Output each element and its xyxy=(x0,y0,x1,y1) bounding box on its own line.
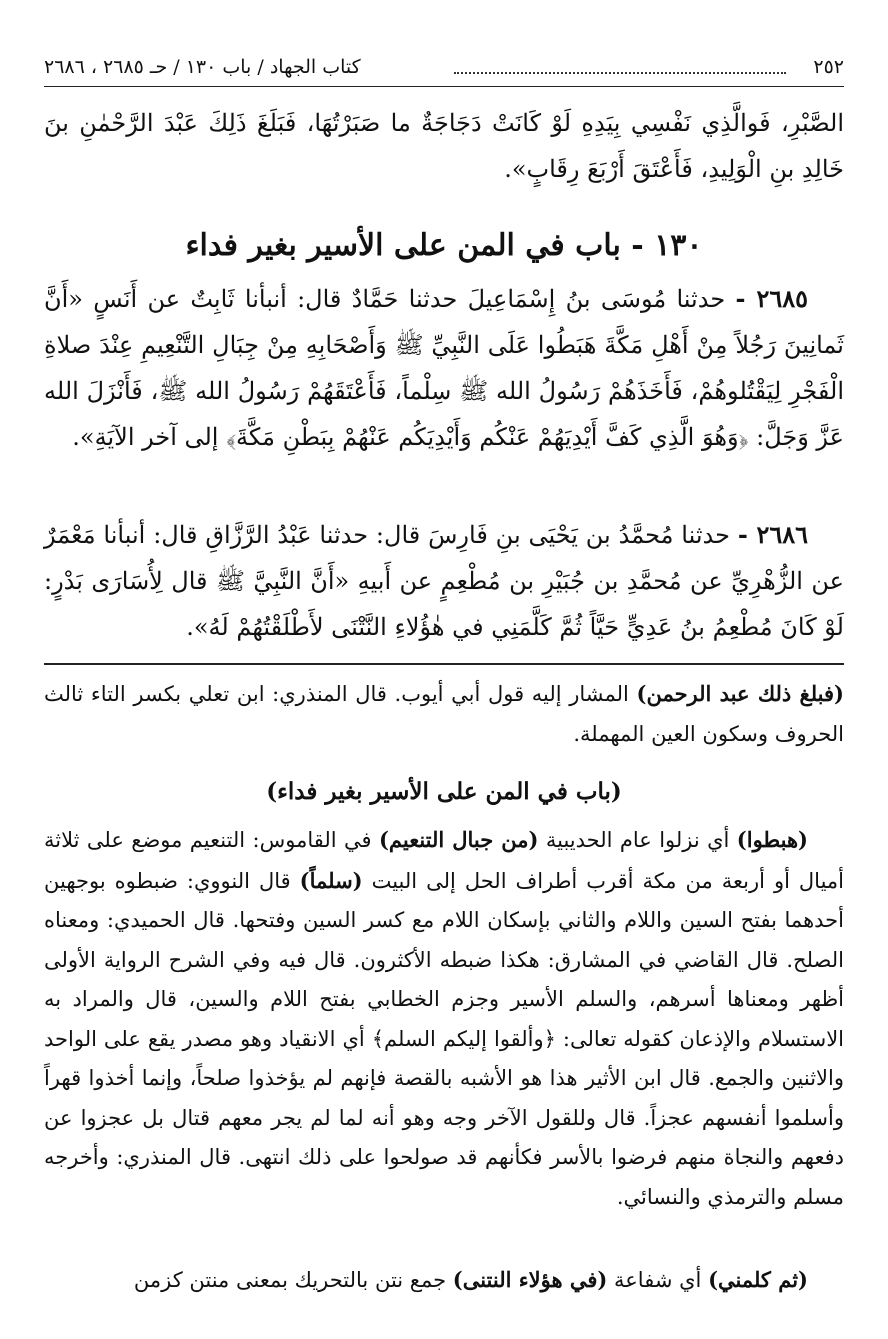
commentary-lead: (ثم كلمني) xyxy=(708,1267,808,1292)
hadith-2686 xyxy=(44,512,844,650)
commentary-term: (في هؤلاء النتنى) xyxy=(452,1267,608,1292)
commentary-subheading: (باب في المن على الأسير بغير فداء) xyxy=(266,778,622,805)
commentary-term: (سلماً) xyxy=(299,867,363,893)
hadith-2685 xyxy=(44,276,844,460)
commentary-paragraph-2 xyxy=(44,820,844,1217)
hadith-text: حدثنا مُحمَّدُ بن يَحْيَى بنِ فَارِسَ قال: حدثنا عَبْدُ الرَّزَّاقِ قال: أنبأنا مَعْمَرٌ عن الزُّهْرِيِّ عن مُحمَّدِ بن جُبَيْرِ بن مُطْعِمٍ عن أَبيهِ «أَنَّ النَّبِيَّ ﷺ قال لِأُسَارَى بَدْرٍ: لَوْ كَانَ مُطْعِمُ بنُ عَدِيٍّ حَيَّاً ثُمَّ كَلَّمَنِي في هٰؤُلاءِ النَّتْنَى لأَطْلَقْتُهُمْ لَهُ». xyxy=(44,521,844,641)
commentary-term: (من جبال التنعيم) xyxy=(378,827,539,852)
footnote-separator xyxy=(44,663,844,665)
commentary-paragraph-3 xyxy=(44,1260,844,1301)
intro-text: الصَّبْرِ، فَوالَّذِي نَفْسِي بِيَدِهِ لَوْ كَانَتْ دَجَاجَةٌ ما صَبَرْتُهَا، فَبَلَغَ ذَلِكَ عَبْدَ الرَّحْمٰنِ بنَ خَالِدِ بنِ الْوَلِيدِ، فَأَعْتَقَ أَرْبَعَ رِقَابٍ». xyxy=(44,109,844,183)
commentary-text: أي نزلوا عام الحديبية xyxy=(538,828,737,852)
commentary-lead: (هبطوا) xyxy=(736,827,808,852)
running-title: كتاب الجهاد / باب ١٣٠ / حـ ٢٦٨٥ ، ٢٦٨٦ xyxy=(44,56,361,78)
commentary-text: جمع نتن بالتحريك بمعنى منتن كزمن xyxy=(133,1268,453,1292)
page-header xyxy=(44,54,844,87)
commentary-lead: (فبلغ ذلك عبد الرحمن) xyxy=(636,681,844,706)
hadith-text: حدثنا مُوسَى بنُ إِسْمَاعِيلَ حدثنا حَمَّادٌ قال: أنبأنا ثَابِتٌ عن أَنَسٍ «أَنَّ ثَمانِينَ رَجُلاً مِنْ أَهْلِ مَكَّةَ هَبَطُوا عَلَى النَّبِيِّ ﷺ وَأَصْحَابِهِ مِنْ جِبَالِ التَّنْعِيمِ عِنْدَ صلاةِ الْفَجْرِ لِيَقْتُلوهُمْ، فَأَخَذَهُمْ رَسُولُ الله ﷺ سِلْماً، فَأَعْتَقَهُمْ رَسُولُ الله ﷺ، فَأَنْزَلَ الله عَزَّ وَجَلَّ: ﴿وَهُوَ الَّذِي كَفَّ أَيْدِيَهُمْ عَنْكُم وَأَيْدِيَكُم عَنْهُمْ بِبَطْنِ مَكَّةَ﴾ إلى آخر الآيَةِ». xyxy=(44,285,844,451)
commentary-text: في القاموس: التنعيم موضع على ثلاثة أميال أو أربعة من مكة أقرب أطراف الحل إلى البيت xyxy=(44,828,844,893)
page-number: ٢٥٢ xyxy=(813,56,844,78)
commentary-text: المشار إليه قول أبي أيوب. قال المنذري: ابن تعلي بكسر التاء ثالث الحروف وسكون العين المهملة. xyxy=(44,682,844,746)
hadith-number: ٢٦٨٥ - xyxy=(735,284,808,313)
intro-paragraph xyxy=(44,100,844,192)
hadith-number: ٢٦٨٦ - xyxy=(737,520,809,549)
commentary-paragraph-1 xyxy=(44,674,844,754)
chapter-heading: ١٣٠ - باب في المن على الأسير بغير فداء xyxy=(185,228,703,263)
header-dotted-leader xyxy=(454,72,786,74)
commentary-text: قال النووي: ضبطوه بوجهين أحدهما بفتح السين واللام والثاني بإسكان اللام مع كسر السين وفتحها. قال الحميدي: ومعناه الصلح. قال القاضي في المشارق: هكذا ضبطه الأكثرون. قال فيه وفي الشرح الرواية الأولى أظهر ومعناها أسرهم، والسلم الأسير وجزم الخطابي بفتح اللام والسين، قال والمراد به الاستسلام والإذعان كقوله تعالى: ﴿وألقوا إليكم السلم﴾ أي الانقياد وهو مصدر يقع على الواحد والاثنين والجمع. قال ابن الأثير هذا هو الأشبه بالقصة فإنهم لم يؤخذوا صلحاً، وإنما أخذوا قهراً وأسلموا أنفسهم عجزاً. قال وللقول الآخر وجه وهو أنه لما لم يجر معهم قتال بل عجزوا عن دفعهم والنجاة منهم فرضوا بالأسر فكأنهم قد صولحوا على ذلك انتهى. قال المنذري: وأخرجه مسلم والترمذي والنسائي. xyxy=(44,868,844,1209)
commentary-text: أي شفاعة xyxy=(607,1268,709,1292)
